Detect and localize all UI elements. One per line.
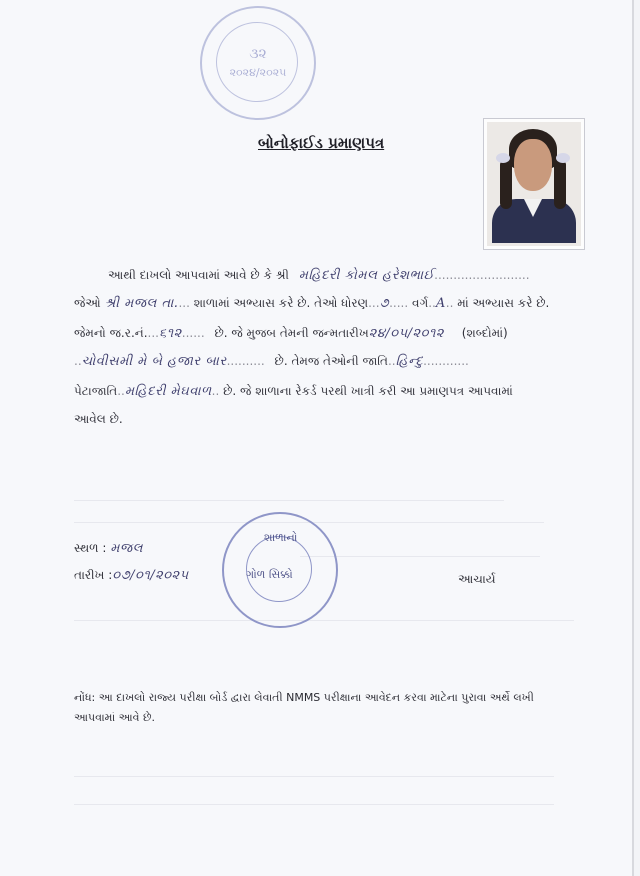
religion-value: હિન્દુ <box>395 354 424 369</box>
date-value: ૦૭/૦૧/૨૦૨૫ <box>112 568 189 583</box>
line-3-prefix: જેમનો જ.ર.નં. <box>74 326 148 340</box>
sub-caste-value: મહિદરી મેઘવાળ <box>124 384 212 399</box>
show-through-line <box>74 620 574 621</box>
seal-text-bottom: ગોળ સિક્કો <box>246 568 293 581</box>
standard-value: ૭ <box>379 296 390 311</box>
certificate-title: બોનોફાઈડ પ્રમાણપત્ર <box>258 134 385 152</box>
seal-text-top: શાળાનો <box>264 531 298 544</box>
line-5-prefix: પેટાજાતિ <box>74 384 118 398</box>
student-name: મહિદરી કોમલ હરેશભાઈ <box>298 268 435 283</box>
stamp-year: ૨૦૨૪/૨૦૨૫ <box>229 66 287 79</box>
line-6-text: આવેલ છે. <box>74 412 123 426</box>
school-name: શ્રી મજલ તા. <box>104 296 179 311</box>
register-number: ૬૧૨ <box>158 326 182 341</box>
place-label: સ્થળ : <box>74 541 107 555</box>
school-round-seal <box>222 512 338 628</box>
show-through-line <box>74 776 554 777</box>
line-4-text: છે. તેમજ તેઓની જાતિ <box>274 354 388 368</box>
birth-date-in-words: ચોવીસમી મે બે હજાર બાર <box>81 354 227 369</box>
line-3-suffix: (શબ્દોમાં) <box>461 326 508 340</box>
line-5-suffix: છે. જે શાળાના રેકર્ડ પરથી ખાત્રી કરી આ પ્રમાણપત્ર આપવામાં <box>223 384 513 398</box>
line-2-text: શાળામાં અભ્યાસ કરે છે. તેઓ ધોરણ <box>193 296 369 310</box>
birth-date: ૨૪/૦૫/૨૦૧૨ <box>368 326 444 341</box>
show-through-line <box>74 804 554 805</box>
line-2-class-label: વર્ગ <box>411 296 429 310</box>
place-value: મજલ <box>110 541 144 556</box>
line-1-prefix: આથી દાખલો આપવામાં આવે છે કે શ્રી <box>108 268 289 282</box>
line-2-suffix: માં અભ્યાસ કરે છે. <box>457 296 550 310</box>
certificate-line-6 <box>74 412 123 427</box>
certificate-line-1: આથી દાખલો આપવામાં આવે છે કે શ્રી મહિદરી કોમલ હરેશભાઈ......................... <box>108 268 530 283</box>
show-through-line <box>74 500 504 501</box>
certificate-line-5: પેટાજાતિ..મહિદરી મેઘવાળ.. છે. જે શાળાના રેકર્ડ પરથી ખાત્રી કરી આ પ્રમાણપત્ર આપવામાં <box>74 384 513 399</box>
date-label: તારીખ : <box>74 568 113 582</box>
certificate-line-4: ..ચોવીસમી મે બે હજાર બાર.......... છે. તેમજ તેઓની જાતિ..હિન્દુ............ <box>74 354 469 369</box>
principal-label: આચાર્ય <box>458 572 496 586</box>
stamp-number: ૩૨ <box>249 46 267 62</box>
class-value: A <box>435 296 446 311</box>
certificate-line-3: જેમનો જ.ર.નં....૬૧૨...... છે. જે મુજબ તેમની જન્મતારીખ૨૪/૦૫/૨૦૧૨ (શબ્દોમાં) <box>74 326 508 341</box>
top-round-stamp <box>200 6 316 120</box>
footnote: નોંધ: આ દાખલો રાજ્ય પરીક્ષા બોર્ડ દ્વારા લેવાતી NMMS પરીક્ષાના આવેદન કરવા માટેના પુરાવા અર્થે લખી આપવામાં આવે છે. <box>74 691 534 724</box>
certificate-line-2: જેઓ શ્રી મજલ તા.... શાળામાં અભ્યાસ કરે છે. તેઓ ધોરણ...૭..... વર્ગ..A.. માં અભ્યાસ કરે છે. <box>74 296 550 311</box>
place-row <box>74 541 143 556</box>
line-2-prefix: જેઓ <box>74 296 101 310</box>
student-photo <box>483 118 585 250</box>
line-3-text: છે. જે મુજબ તેમની જન્મતારીખ <box>214 326 369 340</box>
date-row <box>74 568 189 583</box>
